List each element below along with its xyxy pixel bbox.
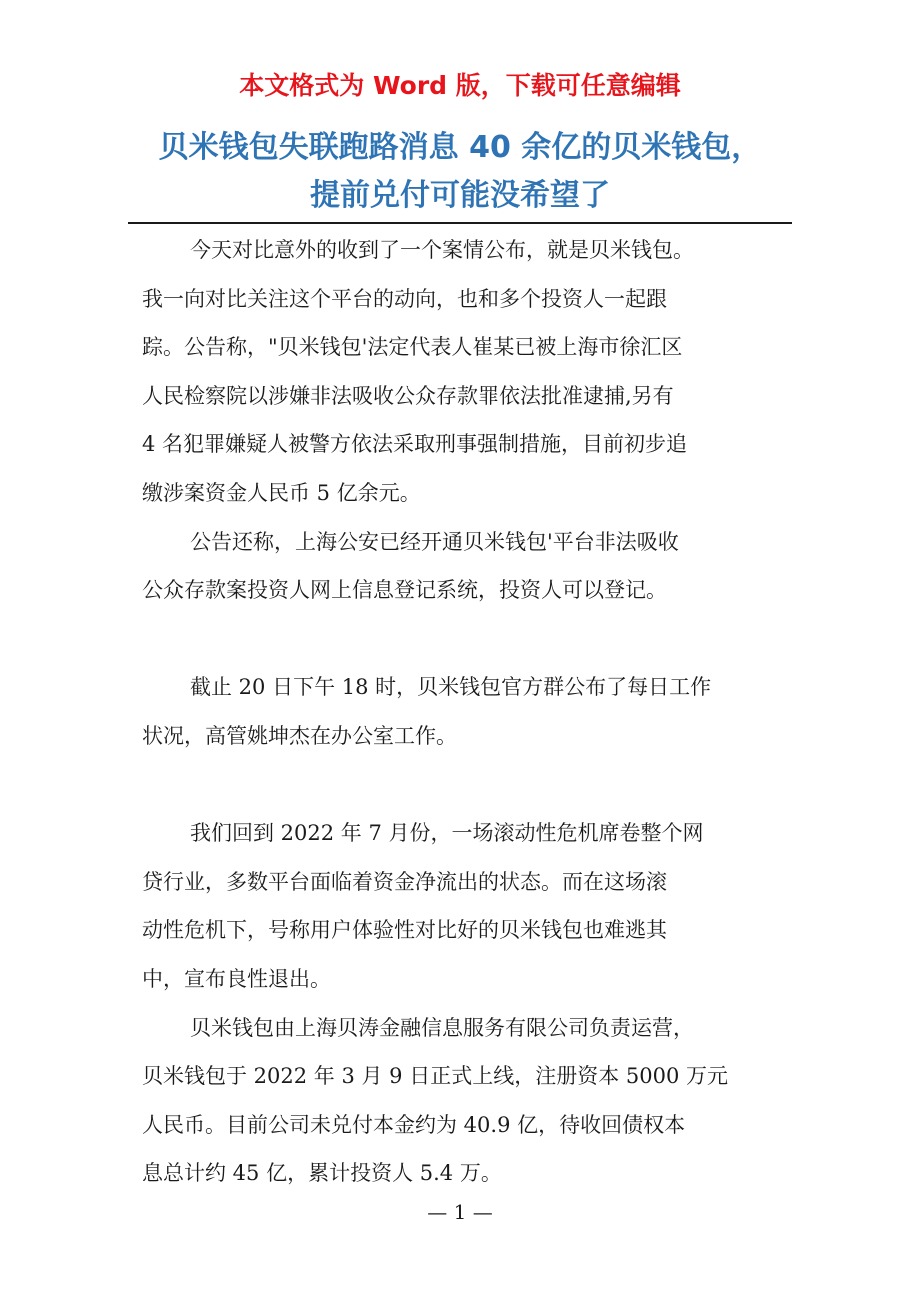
paragraph-line: 息总计约 45 亿，累计投资人 5.4 万。	[142, 1161, 502, 1186]
paragraph-line: 我一向对比关注这个平台的动向，也和多个投资人一起跟	[142, 286, 667, 311]
paragraph-line: 贷行业，多数平台面临着资金净流出的状态。而在这场滚	[142, 869, 667, 894]
page-number: — 1 —	[427, 1200, 493, 1224]
paragraph-line: 踪。公告称，"贝米钱包'法定代表人崔某已被上海市徐汇区	[142, 335, 683, 360]
paragraph-line: 贝米钱包由上海贝涛金融信息服务有限公司负责运营，	[190, 1015, 694, 1040]
paragraph-spacer	[142, 761, 792, 810]
title-line-1: 贝米钱包失联跑路消息 40 余亿的贝米钱包，	[158, 130, 762, 165]
format-notice: 本文格式为 Word 版，下载可任意编辑	[239, 71, 681, 100]
paragraph-line: 人民检察院以涉嫌非法吸收公众存款罪依法批准逮捕,另有	[142, 383, 674, 408]
paragraph-line: 动性危机下，号称用户体验性对比好的贝米钱包也难逃其	[142, 918, 667, 943]
paragraph-line: 贝米钱包于 2022 年 3 月 9 日正式上线，注册资本 5000 万元	[142, 1064, 729, 1089]
paragraph-line: 状况，高管姚坤杰在办公室工作。	[142, 723, 457, 748]
paragraph-line: 公众存款案投资人网上信息登记系统，投资人可以登记。	[142, 578, 667, 603]
document-title	[120, 124, 800, 220]
paragraph-spacer	[142, 615, 792, 664]
title-line-2: 提前兑付可能没希望了	[310, 178, 610, 213]
article-body	[142, 226, 792, 1198]
paragraph-line: 中，宣布良性退出。	[142, 966, 331, 991]
paragraph-line: 今天对比意外的收到了一个案情公布，就是贝米钱包。	[190, 238, 694, 262]
paragraph-line: 缴涉案资金人民币 5 亿余元。	[142, 480, 421, 505]
paragraph-line: 公告还称，上海公安已经开通贝米钱包'平台非法吸收	[190, 529, 679, 554]
paragraph-line: 我们回到 2022 年 7 月份，一场滚动性危机席卷整个网	[190, 821, 704, 846]
paragraph-line: 截止 20 日下午 18 时，贝米钱包官方群公布了每日工作	[190, 675, 712, 700]
paragraph-line: 4 名犯罪嫌疑人被警方依法采取刑事强制措施，目前初步追	[142, 432, 688, 457]
paragraph-line: 人民币。目前公司未兑付本金约为 40.9 亿，待收回债权本	[142, 1112, 686, 1137]
title-divider	[128, 222, 792, 224]
